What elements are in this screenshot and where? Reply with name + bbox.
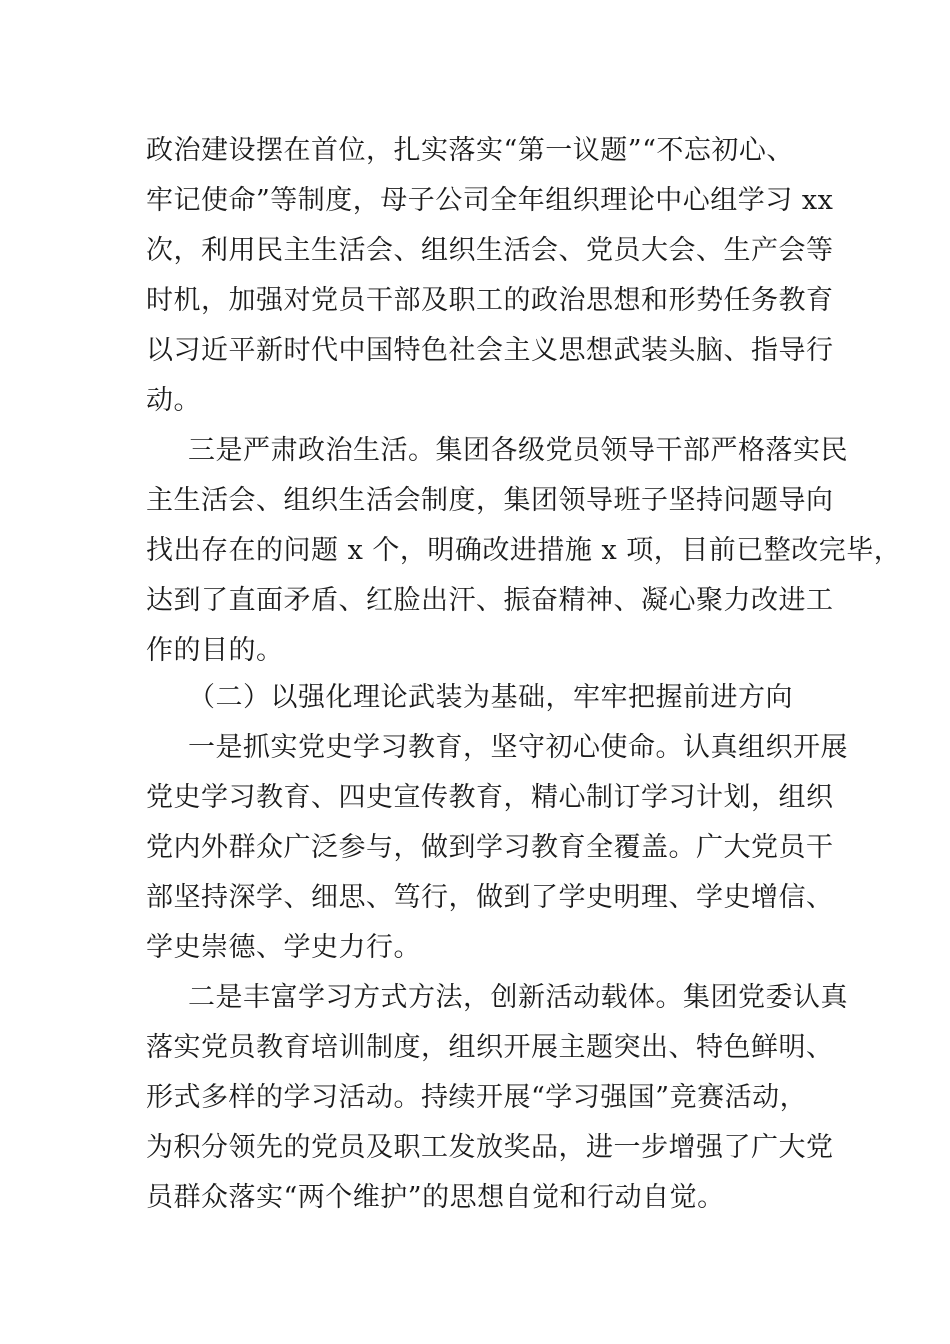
text-line: 部坚持深学、细思、笃行，做到了学史明理、学史增信、 xyxy=(146,882,834,913)
text-line: 以习近平新时代中国特色社会主义思想武装头脑、指导行 xyxy=(146,335,834,366)
text-line: 主生活会、组织生活会制度，集团领导班子坚持问题导向 xyxy=(146,485,834,516)
text-line: 形式多样的学习活动。持续开展“学习强国”竞赛活动， xyxy=(146,1082,808,1113)
paragraph-first-line: 三是严肃政治生活。集团各级党员领导干部严格落实民 xyxy=(188,435,848,466)
paragraph-first-line: 二是丰富学习方式方法，创新活动载体。集团党委认真 xyxy=(188,982,848,1013)
text-line: 时机，加强对党员干部及职工的政治思想和形势任务教育 xyxy=(146,285,834,316)
text-line: 党内外群众广泛参与，做到学习教育全覆盖。广大党员干 xyxy=(146,832,834,863)
text-line: 动。 xyxy=(146,385,201,416)
paragraph-first-line: 一是抓实党史学习教育，坚守初心使命。认真组织开展 xyxy=(188,732,848,763)
text-line: 次，利用民主生活会、组织生活会、党员大会、生产会等 xyxy=(146,235,834,266)
text-line: 学史崇德、学史力行。 xyxy=(146,932,421,963)
text-line: 员群众落实“两个维护”的思想自觉和行动自觉。 xyxy=(146,1182,725,1213)
text-line: 党史学习教育、四史宣传教育，精心制订学习计划，组织 xyxy=(146,782,834,813)
text-line: 找出存在的问题 x 个，明确改进措施 x 项，目前已整改完毕， xyxy=(146,535,902,566)
text-line: 牢记使命”等制度，母子公司全年组织理论中心组学习 xx xyxy=(146,185,834,216)
text-line: 政治建设摆在首位，扎实落实“第一议题”“不忘初心、 xyxy=(146,135,794,166)
text-line: 为积分领先的党员及职工发放奖品，进一步增强了广大党 xyxy=(146,1132,834,1163)
text-line: 达到了直面矛盾、红脸出汗、振奋精神、凝心聚力改进工 xyxy=(146,585,834,616)
text-line: 作的目的。 xyxy=(146,635,284,666)
text-line: 落实党员教育培训制度，组织开展主题突出、特色鲜明、 xyxy=(146,1032,834,1063)
section-heading: （二）以强化理论武装为基础，牢牢把握前进方向 xyxy=(188,682,793,713)
